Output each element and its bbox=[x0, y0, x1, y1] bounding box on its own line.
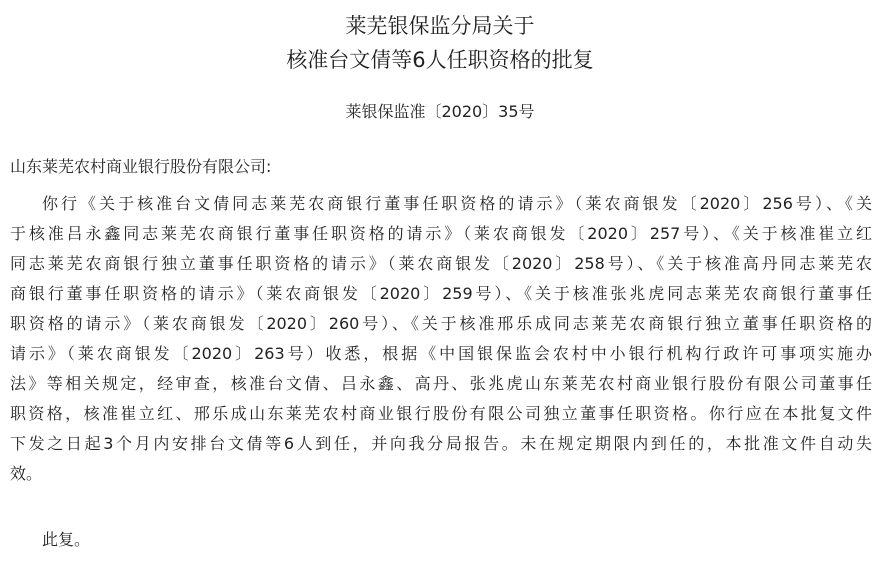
document-title-line-2: 核准台文倩等6人任职资格的批复 bbox=[286, 48, 594, 72]
document-title-line-1: 莱芜银保监分局关于 bbox=[345, 14, 535, 38]
closing-remark: 此复。 bbox=[42, 530, 91, 549]
body-line-1: 你行《关于核准台文倩同志莱芜农商银行董事任职资格的请示》（莱农商银发〔2020〕256号）、《关 bbox=[42, 194, 872, 213]
body-line-4: 商银行董事任职资格的请示》（莱农商银发〔2020〕259号）、《关于核准张兆虎同志莱芜农商银行董事任 bbox=[10, 284, 872, 303]
body-line-5: 职资格的请示》（莱农商银发〔2020〕260号）、《关于核准邢乐成同志莱芜农商银行独立董事任职资格的 bbox=[10, 314, 872, 333]
body-line-9: 下发之日起3个月内安排台文倩等6人到任，并向我分局报告。未在规定期限内到任的，本批准文件自动失 bbox=[10, 434, 872, 453]
body-line-10: 效。 bbox=[10, 464, 43, 483]
body-paragraph bbox=[10, 189, 872, 489]
body-line-2: 于核准吕永鑫同志莱芜农商银行董事任职资格的请示》（莱农商银发〔2020〕257号）、《关于核准崔立红 bbox=[10, 224, 872, 243]
body-line-8: 职资格，核准崔立红、邢乐成山东莱芜农村商业银行股份有限公司独立董事任职资格。你行应在本批复文件 bbox=[10, 404, 872, 423]
document-number: 莱银保监准〔2020〕35号 bbox=[345, 102, 535, 121]
body-line-3: 同志莱芜农商银行独立董事任职资格的请示》（莱农商银发〔2020〕258号）、《关于核准高丹同志莱芜农 bbox=[10, 254, 872, 273]
body-line-7: 法》等相关规定，经审查，核准台文倩、吕永鑫、高丹、张兆虎山东莱芜农村商业银行股份有限公司董事任 bbox=[10, 374, 872, 393]
addressee: 山东莱芜农村商业银行股份有限公司: bbox=[10, 157, 272, 176]
body-line-6: 请示》（莱农商银发〔2020〕263号）收悉，根据《中国银保监会农村中小银行机构行政许可事项实施办 bbox=[10, 344, 872, 363]
